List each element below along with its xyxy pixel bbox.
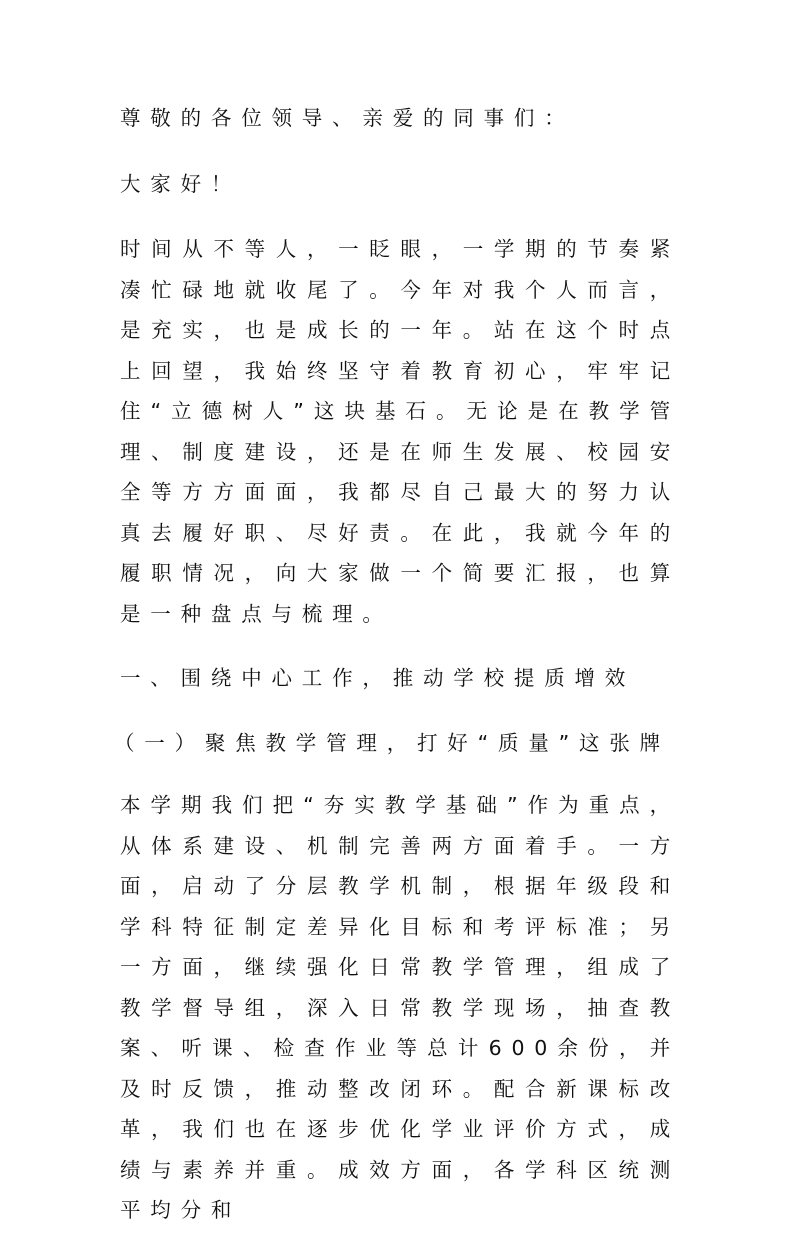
document-page <box>114 98 680 1255</box>
section-heading: 一、围绕中心工作，推动学校提质增效 <box>120 666 636 690</box>
salutation: 尊敬的各位领导、亲爱的同事们： <box>120 106 575 130</box>
subsection-heading: （一）聚焦教学管理，打好“质量”这张牌 <box>114 730 670 755</box>
intro-paragraph: 时间从不等人，一眨眼，一学期的节奏紧凑忙碌地就收尾了。今年对我个人而言，是充实，也是成长的一年。站在这个时点上回望，我始终坚守着教育初心，牢牢记住“立德树人”这块基石。无论是在教学管理、制度建设，还是在师生发展、校园安全等方方面面，我都尽自己最大的努力认真去履好职、尽好责。在此，我就今年的履职情况，向大家做一个简要汇报，也算是一种盘点与梳理。 <box>120 237 680 626</box>
greeting: 大家好！ <box>120 171 242 196</box>
body-paragraph: 本学期我们把“夯实教学基础”作为重点，从体系建设、机制完善两方面着手。一方面，启动了分层教学机制，根据年级段和学科特征制定差异化目标和考评标准；另一方面，继续强化日常教学管理，组成了教学督导组，深入日常教学现场，抽查教案、听课、检查作业等总计600余份，并及时反馈，推动整改闭环。配合新课标改革，我们也在逐步优化学业评价方式，成绩与素养并重。成效方面，各学科区统测平均分和 <box>120 793 680 1222</box>
